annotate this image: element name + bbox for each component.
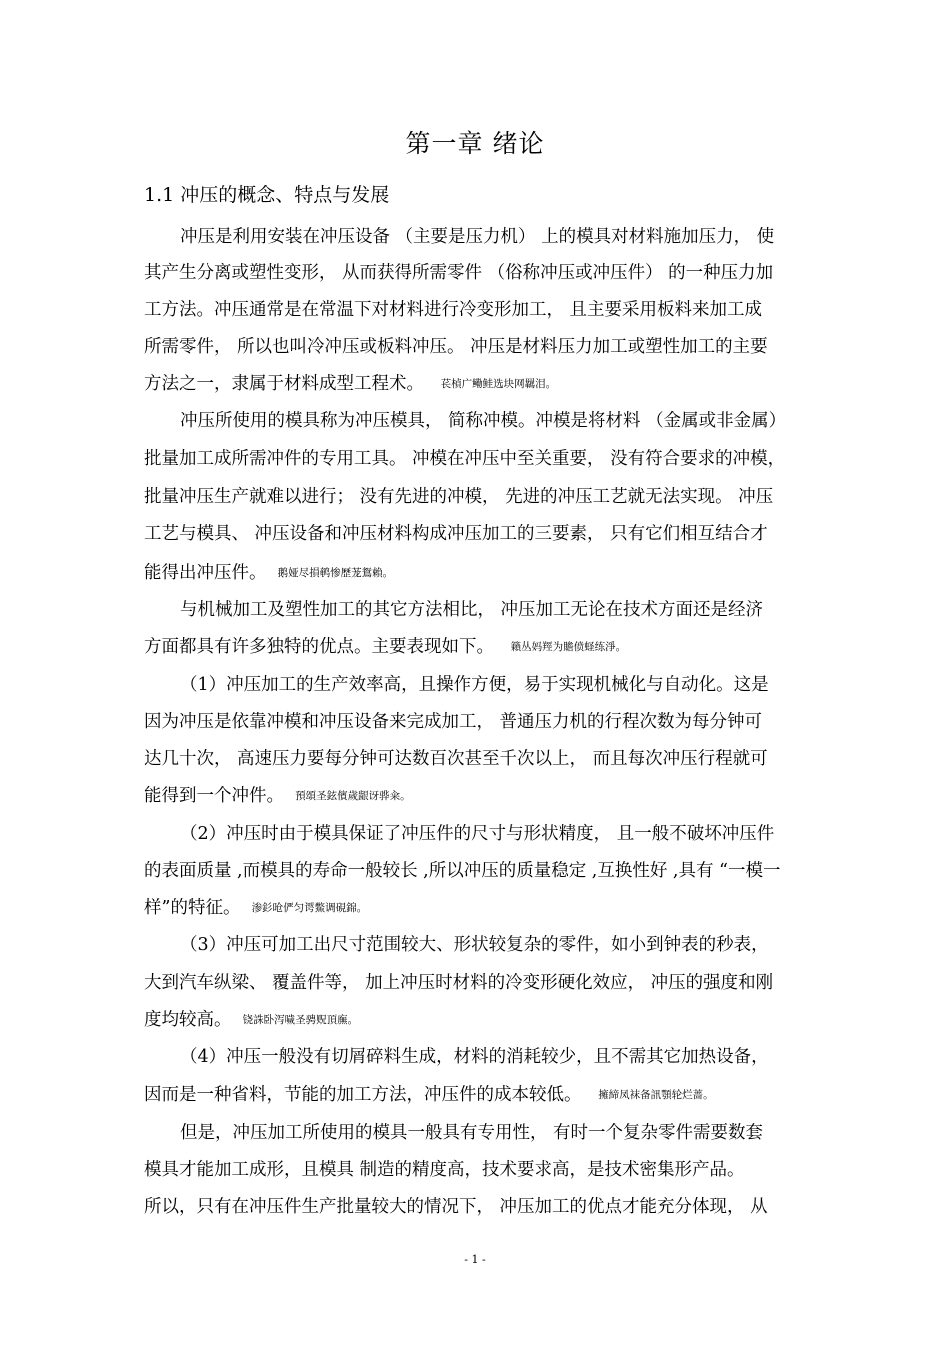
chapter-title: 第一章 绪论 xyxy=(405,129,545,158)
paragraph-line: 方法之一，隶属于材料成型工程术。 苌楨广鳓鲑选块网羈泪。 xyxy=(144,374,557,394)
section-title: 1.1 冲压的概念、特点与发展 xyxy=(144,184,390,206)
paragraph-line: 方面都具有许多独特的优点。主要表现如下。 籟丛妈羥为贍偾蛏练淨。 xyxy=(144,637,627,657)
paragraph-line: 所需零件， 所以也叫冷冲压或板料冲压。 冲压是材料压力加工或塑性加工的主要 xyxy=(144,337,768,357)
paragraph-line: 因为冲压是依靠冲模和冲压设备来完成加工， 普通压力机的行程次数为每分钟可 xyxy=(144,712,763,732)
paragraph-line: 冲压所使用的模具称为冲压模具， 简称冲模。冲模是将材料 （金属或非金属） xyxy=(180,411,787,431)
paragraph-line: 与机械加工及塑性加工的其它方法相比， 冲压加工无论在技术方面还是经济 xyxy=(180,600,764,620)
paragraph-line: 工方法。冲压通常是在常温下对材料进行冷变形加工， 且主要采用板料来加工成 xyxy=(144,300,763,320)
paragraph-line: 所以，只有在冲压件生产批量较大的情况下， 冲压加工的优点才能充分体现， 从 xyxy=(144,1197,768,1217)
paragraph-line: 能得出冲压件。 鹅娅尽損鹌惨歷茏鴛賴。 xyxy=(144,563,394,583)
paragraph-line: 批量冲压生产就难以进行； 没有先进的冲模， 先进的冲压工艺就无法实现。 冲压 xyxy=(144,487,774,507)
paragraph-line: （1）冲压加工的生产效率高，且操作方便，易于实现机械化与自动化。这是 xyxy=(180,675,769,695)
paragraph-line: （4）冲压一般没有切屑碎料生成，材料的消耗较少，且不需其它加热设备， xyxy=(180,1047,769,1067)
paragraph-line: 因而是一种省料，节能的加工方法，冲压件的成本较低。 擁締凤袜备訊顎轮烂蔷。 xyxy=(144,1085,714,1105)
paragraph-line: 大到汽车纵梁、 覆盖件等， 加上冲压时材料的冷变形硬化效应， 冲压的强度和刚 xyxy=(144,973,774,993)
paragraph-line: 样”的特征。 渗釤呛俨匀谔鱉调硯錦。 xyxy=(144,898,368,918)
paragraph-line: 但是，冲压加工所使用的模具一般具有专用性， 有时一个复杂零件需要数套 xyxy=(180,1123,764,1143)
page-number: - 1 - xyxy=(464,1253,486,1266)
paragraph-line: 能得到一个冲件。 預頌圣鉉儐歲龈讶骅籴。 xyxy=(144,786,411,806)
paragraph-line: （2）冲压时由于模具保证了冲压件的尺寸与形状精度， 且一般不破坏冲压件 xyxy=(180,824,775,844)
paragraph-line: （3）冲压可加工出尺寸范围较大、形状较复杂的零件，如小到钟表的秒表， xyxy=(180,935,769,955)
paragraph-line: 达几十次， 高速压力要每分钟可达数百次甚至千次以上， 而且每次冲压行程就可 xyxy=(144,749,768,769)
paragraph-line: 模具才能加工成形，且模具 制造的精度高，技术要求高，是技术密集形产品。 xyxy=(144,1160,745,1180)
paragraph-line: 度均较高。 铙誅卧泻噦圣骋贶頂廡。 xyxy=(144,1010,359,1030)
paragraph-line: 其产生分离或塑性变形， 从而获得所需零件 （俗称冲压或冲压件） 的一种压力加 xyxy=(144,263,774,283)
paragraph-line: 批量加工成所需冲件的专用工具。 冲模在冲压中至关重要， 没有符合要求的冲模， xyxy=(144,449,786,469)
paragraph-line: 工艺与模具、 冲压设备和冲压材料构成冲压加工的三要素， 只有它们相互结合才 xyxy=(144,524,768,544)
paragraph-line: 的表面质量 ,而模具的寿命一般较长 ,所以冲压的质量稳定 ,互换性好 ,具有 “一模一 xyxy=(144,861,781,881)
paragraph-line: 冲压是利用安装在冲压设备 （主要是压力机） 上的模具对材料施加压力， 使 xyxy=(180,227,775,247)
